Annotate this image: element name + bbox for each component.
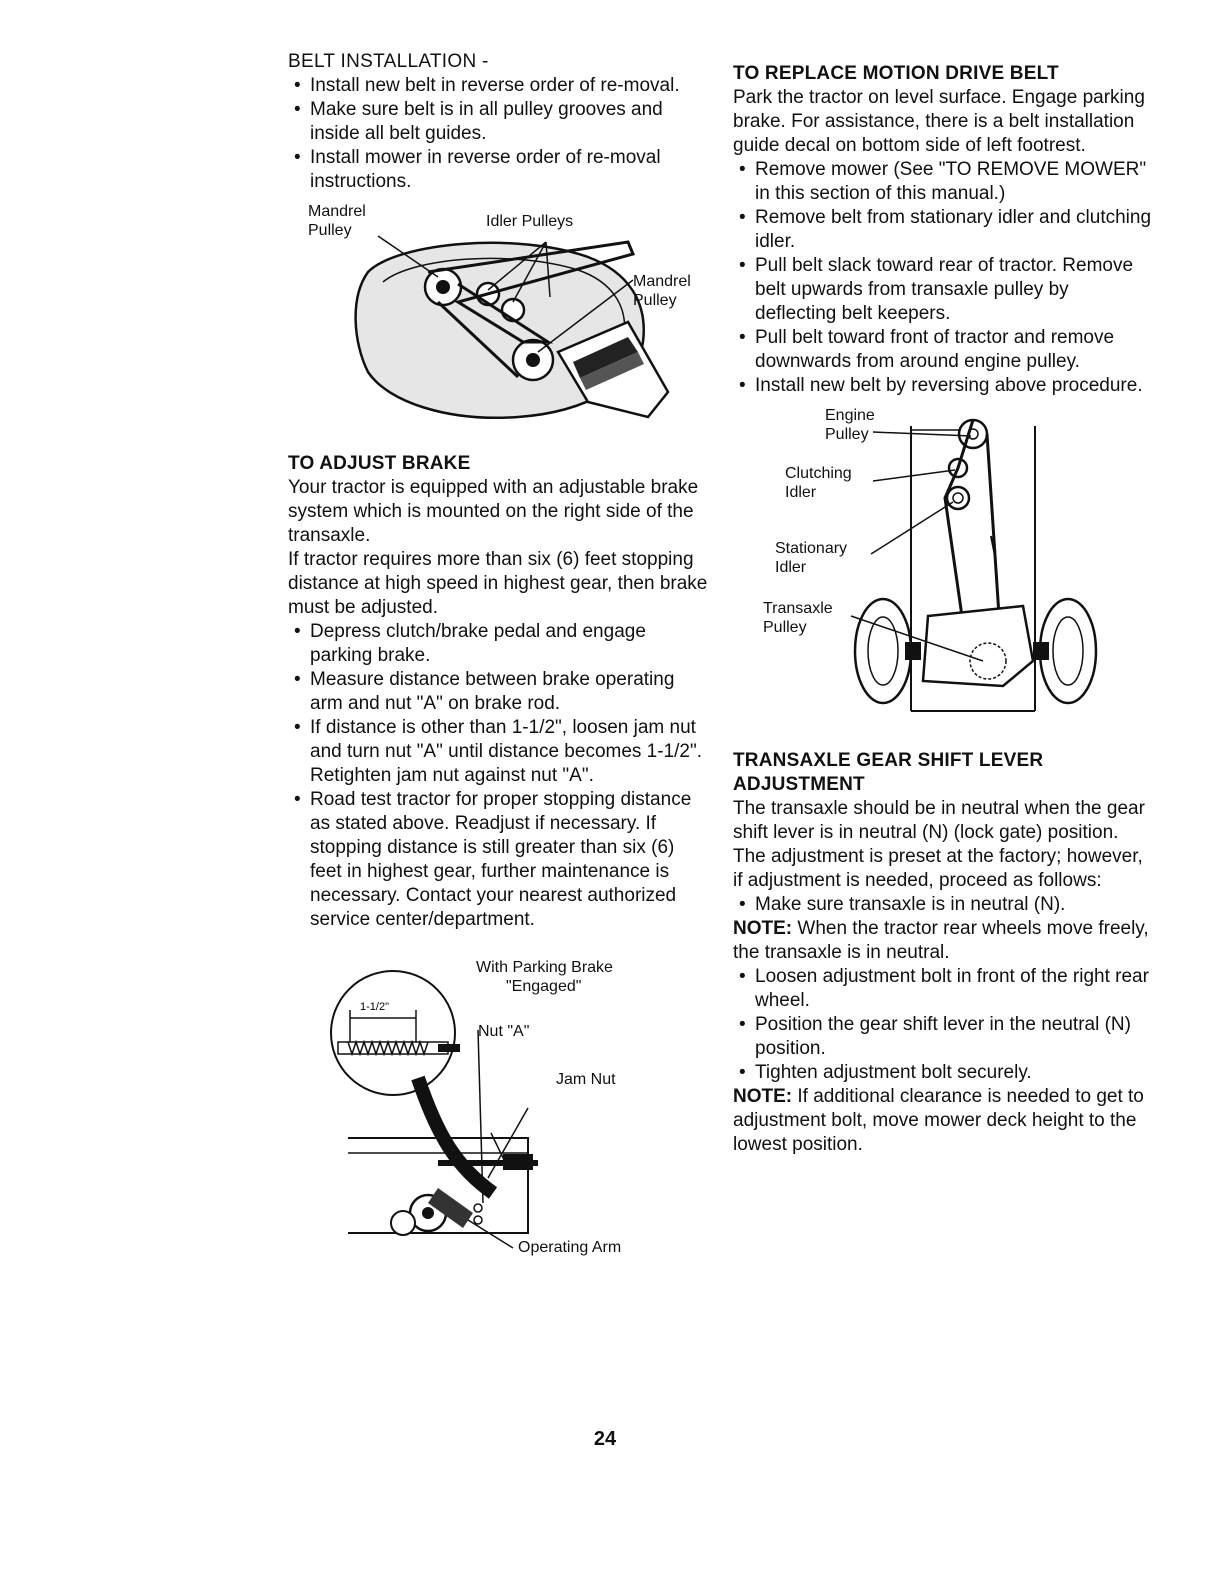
adjust-brake-para2: If tractor requires more than six (6) feet stopping distance at high speed in highest gear, then brake must be adjusted. [288, 549, 708, 618]
list-item: • Make sure belt is in all pulley grooves and inside all belt guides. [288, 98, 708, 146]
gear-shift-list-1 [733, 893, 1153, 917]
label-operating-arm: Operating Arm [518, 1239, 622, 1256]
label-with-parking-brake: With Parking Brake [476, 959, 613, 976]
replace-belt-list [733, 158, 1153, 398]
list-item: • Pull belt slack toward rear of tractor. Remove belt upwards from transaxle pulley by deflecting belt keepers. [733, 254, 1153, 326]
brake-illustration [288, 958, 708, 1258]
drive-belt-figure [733, 406, 1153, 721]
label-mandrel-pulley-right-2: Pulley [633, 292, 677, 309]
label-clutching-idler-2: Idler [785, 484, 817, 501]
list-item: • Install new belt in reverse order of re-moval. [288, 74, 708, 98]
label-stationary-idler-2: Idler [775, 559, 807, 576]
label-stationary-idler-1: Stationary [775, 540, 848, 557]
brake-figure [288, 958, 708, 1258]
adjust-brake-list [288, 620, 708, 932]
label-clutching-idler-1: Clutching [785, 465, 852, 482]
label-mandrel-pulley-left-1: Mandrel [308, 203, 366, 220]
list-item: • Install mower in reverse order of re-moval instructions. [288, 146, 708, 194]
page-number: 24 [593, 1428, 617, 1450]
list-item: • Remove belt from stationary idler and clutching idler. [733, 206, 1153, 254]
list-item: • Remove mower (See "TO REMOVE MOWER" in this section of this manual.) [733, 158, 1153, 206]
label-transaxle-pulley-2: Pulley [763, 619, 807, 636]
gear-shift-heading-1: TRANSAXLE GEAR SHIFT LEVER [733, 750, 1044, 771]
adjust-brake-heading: TO ADJUST BRAKE [288, 453, 471, 474]
list-item: • Loosen adjustment bolt in front of the right rear wheel. [733, 965, 1153, 1013]
belt-installation-section [288, 50, 708, 452]
note-label: NOTE: [733, 918, 793, 939]
belt-installation-heading: BELT INSTALLATION - [288, 51, 489, 72]
label-nut-a: Nut "A" [478, 1023, 530, 1040]
note-text: If additional clearance is needed to get to adjustment bolt, move mower deck height to the lowest position. [733, 1086, 1144, 1155]
gear-shift-section [733, 749, 1153, 1157]
label-engine-pulley-1: Engine [825, 407, 875, 424]
list-item: • Measure distance between brake operating arm and nut "A" on brake rod. [288, 668, 708, 716]
note-label: NOTE: [733, 1086, 793, 1107]
list-item: • Install new belt by reversing above procedure. [733, 374, 1153, 398]
list-item: • If distance is other than 1-1/2", loosen jam nut and turn nut "A" until distance becomes 1-1/2". Retighten jam nut against nut "A". [288, 716, 708, 788]
adjust-brake-section [288, 452, 708, 1258]
mower-deck-figure [288, 202, 708, 452]
replace-belt-heading: TO REPLACE MOTION DRIVE BELT [733, 63, 1059, 84]
list-item: • Pull belt toward front of tractor and remove downwards from around engine pulley. [733, 326, 1153, 374]
adjust-brake-para1: Your tractor is equipped with an adjustable brake system which is mounted on the right side of the transaxle. [288, 477, 699, 546]
list-item: • Make sure transaxle is in neutral (N). [733, 893, 1153, 917]
replace-belt-para: Park the tractor on level surface. Engage parking brake. For assistance, there is a belt installation guide decal on bottom side of left footrest. [733, 87, 1145, 156]
gear-shift-note-1 [733, 917, 1153, 965]
replace-belt-section [733, 62, 1153, 721]
label-engaged: "Engaged" [506, 978, 582, 995]
list-item: • Position the gear shift lever in the neutral (N) position. [733, 1013, 1153, 1061]
label-mandrel-pulley-right-1: Mandrel [633, 273, 691, 290]
note-text: When the tractor rear wheels move freely, the transaxle is in neutral. [733, 918, 1149, 963]
label-transaxle-pulley-1: Transaxle [763, 600, 833, 617]
label-jam-nut: Jam Nut [556, 1071, 616, 1088]
label-mandrel-pulley-left-2: Pulley [308, 222, 352, 239]
label-engine-pulley-2: Pulley [825, 426, 869, 443]
gear-shift-list-2 [733, 965, 1153, 1085]
list-item: • Depress clutch/brake pedal and engage parking brake. [288, 620, 708, 668]
gear-shift-note-2 [733, 1085, 1153, 1157]
list-item: • Road test tractor for proper stopping distance as stated above. Readjust if necessary. If stopping distance is still greater than six (6) feet in highest gear, further maintenance is necessary. Contact your nearest authorized service center/department. [288, 788, 708, 932]
belt-installation-list [288, 74, 708, 194]
gear-shift-para: The transaxle should be in neutral when the gear shift lever is in neutral (N) (lock gate) position. The adjustment is preset at the factory; however, if adjustment is needed, proceed as follows: [733, 798, 1145, 891]
label-idler-pulleys: Idler Pulleys [486, 213, 574, 230]
right-column [733, 62, 1153, 1157]
left-column [288, 50, 708, 1258]
list-item: • Tighten adjustment bolt securely. [733, 1061, 1153, 1085]
dimension-label: 1-1/2" [360, 1001, 389, 1013]
gear-shift-heading-2: ADJUSTMENT [733, 774, 865, 795]
